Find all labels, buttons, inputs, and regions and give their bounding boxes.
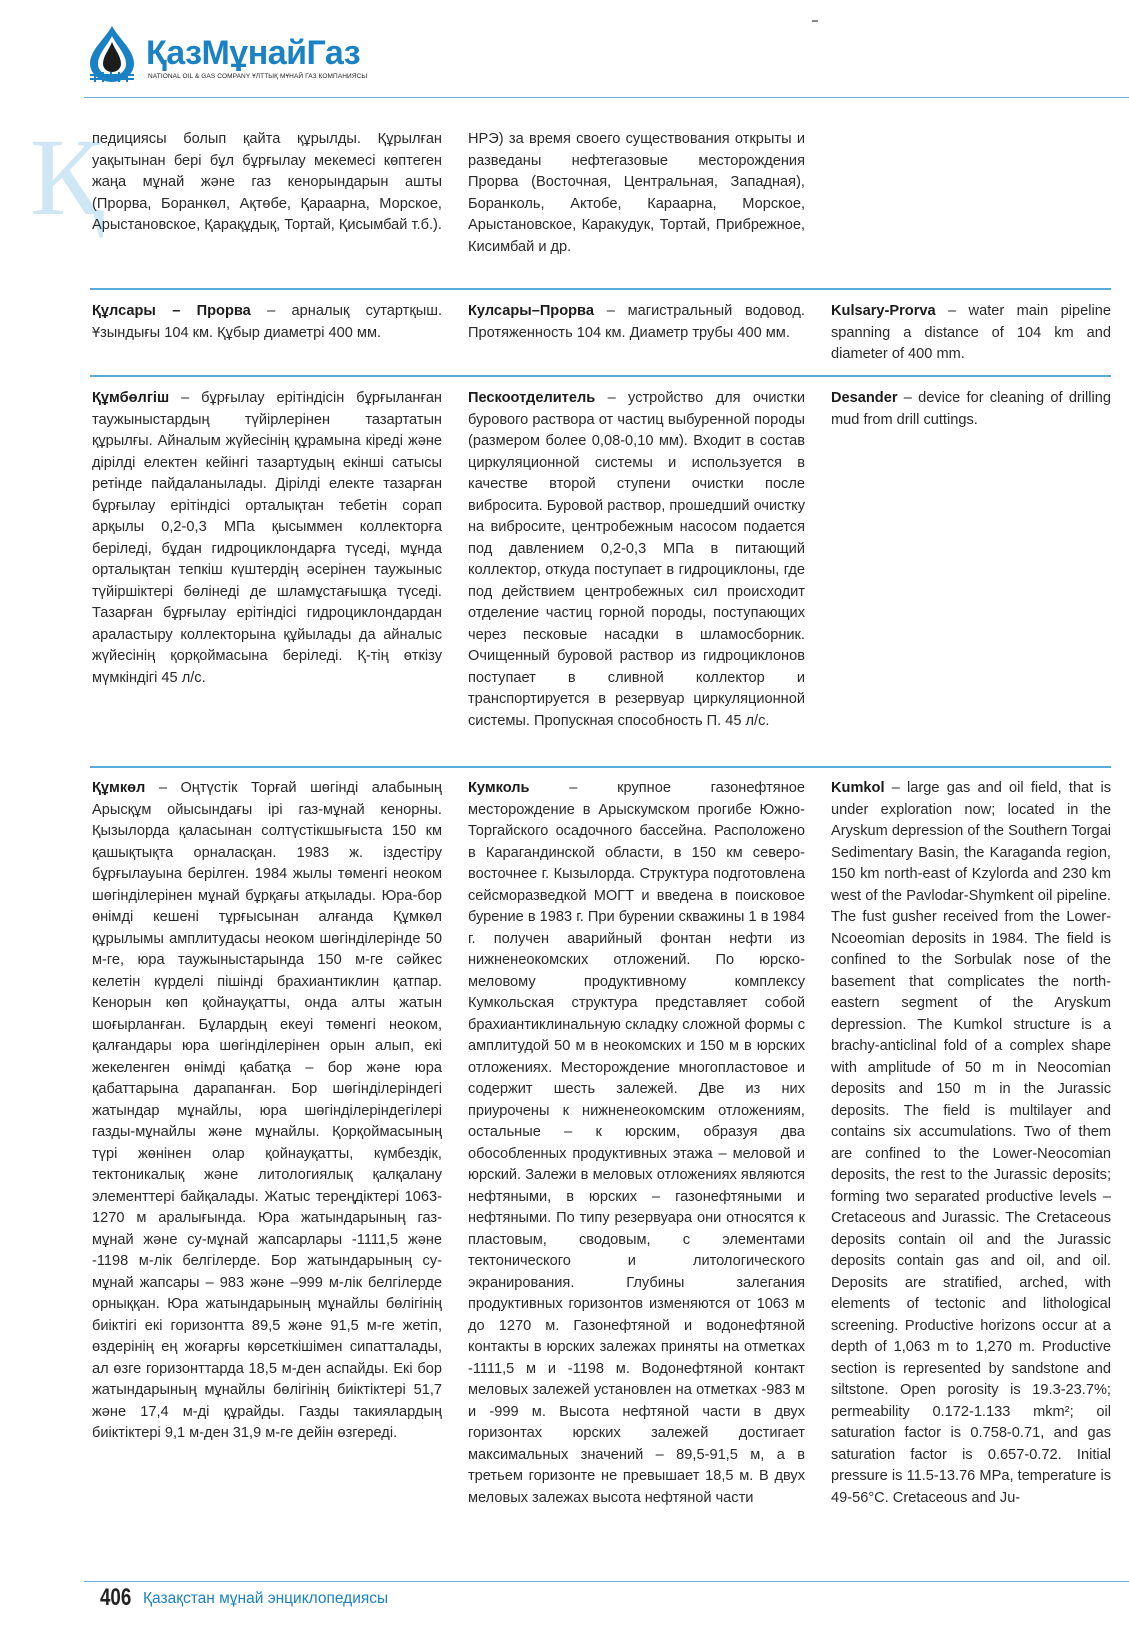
- section-2-kazakh: [92, 301, 442, 344]
- definition-ru: – устройство для очистки бурового раствора от частиц выбуренной породы (размером более 0,08-0,10 мм). Входит в состав циркуляционной системы и используется в качестве второй ступени очистки после вибросита. Буровой раствор, прошедший очистку на вибросите, центробежным насосом подается под давлением 0,2-0,3 МПа в питающий коллектор, откуда поступает в гидроциклоны, где под действием центробежных сил происходит отделение частиц горной породы, поступающих через песковые насадки в шламосборник. Очищенный буровой раствор из гидроциклонов поступает в сливной коллектор и транспортируется в резервуар циркуляционной системы. Пропускная способность П. 45 л/с.: [468, 390, 805, 729]
- section-4-english: [831, 778, 1111, 1509]
- footer-rule: [84, 1581, 1129, 1582]
- term-en: Kumkol: [831, 780, 885, 796]
- section-divider: [90, 375, 1111, 377]
- definition-kk: – Оңтүстік Торғай шөгінді алабының Арысқұм ойысындағы ірі газ-мұнай кенорны. Қызылорда қаласынан солтүстікшығыста 150 км қашықтықта орналасқан. 1983 ж. іздестіру бұрғылауына берілген. 1984 жылы төменгі неоком шөгінділерінен мұнай бұрқағы атқылады. Юра-бор өнімді кешені тұрғысынан алғанда Құмкөл құрылымы амплитудасы неоком шөгінділерінде 50 м-ге, юра таужыныстарында 150 м-ге сәйкес келетін күрделі пішінді брахиантиклин қатпар. Кенорын көп қойнауқатты, онда алты жатын шоғырланған. Бұлардың екеуі төменгі неоком, қалғандары юра шөгінділерінен орын алып, екі жекеленген өнімді қабатқа – бор және юра қабаттарына дарапанған. Бор шөгінділеріндегі жатындар мұнайлы, юра шөгінділеріндегілері газды-мұнайлы және мұнайлы. Қорқоймасының түрі жөнінен олар қойнауқатты, күмбездік, тектоникалық және литологиялық қалқалану элементтері байқалады. Жатыс тереңдіктері 1063-1270 м аралығында. Юра жатындарының газ-мұнай және су-мұнай жапсарлары -1111,5 және -1198 м-лік белгілерде. Бор жатындарының су-мұнай жапсары – 983 және –999 м-лік белгілерде орныққан. Юра жатындарының мұнайлы бөлігінің биіктігі екі горизонтта 89,5 және 91,5 м-ге жетіп, өздерінің ең жоғарғы көрсеткішімен сипатталады, ал өзге горизонттарда 18,5 м-ден аспайды. Екі бор жатындарының мұнайлы бөлігінің биіктіктері 51,7 және 17,4 м-ді құрайды. Газды такиялардың биіктіктері 9,1 м-ден 31,9 м-ге дейін өзгереді.: [92, 780, 442, 1441]
- term-ru: Пескоотделитель: [468, 390, 596, 406]
- term-kk: Құлсары – Прорва: [92, 303, 251, 319]
- logo-subtitle: NATIONAL OIL & GAS COMPANY ҰЛТТЫҚ МҰНАЙ ГАЗ КОМПАНИЯСЫ: [148, 73, 368, 80]
- section-4-russian: [468, 778, 805, 1509]
- section-2-english: [831, 301, 1111, 366]
- footer-title: Қазақстан мұнай энциклопедиясы: [143, 1590, 389, 1607]
- term-en: Desander: [831, 390, 898, 406]
- definition-ru: НРЭ) за время своего существования открыты и разведаны нефтегазовые месторождения Прорва (Восточная, Центральная, Западная), Боранколь, Актобе, Караарна, Морское, Арыстановское, Каракудук, Тортай, Прибрежное, Кисимбай и др.: [468, 131, 805, 255]
- definition-ru: – крупное газонефтяное месторождение в Арыскумском прогибе Южно-Торгайского осадочного бассейна. Расположено в Карагандинской области, в 150 км северо-восточнее г. Кызылорда. Структура подготовлена сейсморазведкой МОГТ и введена в поисковое бурение в 1983 г. При бурении скважины 1 в 1984 г. получен аварийный фонтан нефти из нижненеокомских отложений. По юрско-меловому продуктивному комплексу Кумкольская структура представляет собой брахиантиклинальную складку сложной формы с амплитудой 50 м в неокомских и 150 м в юрских отложениях. Месторождение многопластовое и содержит шесть залежей. Две из них приурочены к нижненеокомским отложениям, остальные – к юрским, образуя два обособленных продуктивных этажа – меловой и юрский. Залежи в меловых отложениях являются нефтяными, в юрских – газонефтяными и нефтяными. По типу резервуара они относятся к пластовым, сводовым, с элементами тектонического и литологического экранирования. Глубины залегания продуктивных горизонтов изменяются от 1063 м до 1270 м. Газонефтяной и водонефтяной контакты в юрских залежах приняты на отметках -1111,5 м и -1198 м. Водонефтяной контакт меловых залежей установлен на отметках -983 м и -999 м. Высота нефтяной части в двух горизонтах юрских залежей достигает максимальных значений – 89,5-91,5 м, а в третьем горизонте не превышает 18,5 м. В двух меловых залежах высота нефтяной части: [468, 780, 805, 1506]
- scan-mark: [812, 20, 818, 22]
- definition-en: – device for cleaning of drilling mud from drill cuttings.: [831, 390, 1111, 428]
- section-3-russian: [468, 388, 805, 732]
- term-ru: Кумколь: [468, 780, 530, 796]
- oil-drop-logo-icon: [84, 24, 140, 84]
- definition-en: – water main pipeline spanning a distance of 104 km and diameter of 400 mm.: [831, 303, 1111, 362]
- section-4-kazakh: [92, 778, 442, 1445]
- definition-ru: – магистральный водовод. Протяженность 104 км. Диаметр трубы 400 мм.: [468, 303, 805, 341]
- logo-wordmark: ҚазМұнайГаз: [146, 34, 361, 72]
- section-2-russian: [468, 301, 805, 344]
- header-rule: [84, 97, 1129, 98]
- term-kk: Құмкөл: [92, 780, 146, 796]
- definition-kk: педициясы болып қайта құрылды. Құрылған уақытынан бері бұл бұрғылау мекемесі көптеген жаңа мұнай және газ кенорындарын ашты (Прорва, Боранкөл, Ақтөбе, Қараарна, Морское, Арыстановское, Қарақұдық, Тортай, Қисымбай т.б.).: [92, 131, 442, 233]
- term-kk: Құмбөлгіш: [92, 390, 170, 406]
- section-1-russian: [468, 129, 805, 258]
- section-divider: [90, 766, 1111, 768]
- watermark-letter: Қ: [30, 116, 104, 238]
- section-3-english: [831, 388, 1111, 431]
- term-ru: Кулсары–Прорва: [468, 303, 594, 319]
- definition-en: – large gas and oil field, that is under exploration now; located in the Aryskum depression of the Southern Torgai Sedimentary Basin, the Karaganda region, 150 km north-east of Kzylorda and 230 km west of the Pavlodar-Shymkent oil pipeline. The fust gusher received from the Lower-Ncoeomian deposits in 1984. The field is confined to the Sorbulak nose of the basement that complicates the north-eastern segment of the Aryskum depression. The Kumkol structure is a brachy-anticlinal fold of a complex shape with amplitude of 50 m in Neocomian deposits and 150 m in the Jurassic deposits. The field is multilayer and contains six accumulations. Two of them are confined to the Lower-Neocomian deposits, the rest to the Jurassic deposits; forming two separated productive levels – Cretaceous and Jurassic. The Cretaceous deposits contain oil and the Jurassic deposits contain gas and oil, and oil. Deposits are stratified, arched, with elements of tectonic and lithological screening. Productive horizons occur at a depth of 1,063 m to 1,270 m. Productive section is represented by sandstone and siltstone. Open porosity is 19.3-23.7%; permeability 0.172-1.133 mkm²; oil saturation factor is 0.758-0.71, and gas saturation factor is 0.657-0.72. Initial pressure is 11.5-13.76 MPa, temperature is 49-56°C. Cretaceous and Ju-: [831, 780, 1111, 1506]
- section-1-kazakh: [92, 129, 442, 237]
- page-number: 406: [100, 1584, 132, 1611]
- definition-kk: – арналық сутартқыш. Ұзындығы 104 км. Құбыр диаметрі 400 мм.: [92, 303, 442, 341]
- section-3-kazakh: [92, 388, 442, 689]
- company-logo: [84, 24, 424, 94]
- definition-kk: – бұрғылау ерітіндісін бұрғыланған таужыныстардың түйірлерінен тазартатын құрылғы. Айналым жүйесінің құрамына кіреді және дірілді електен кейінгі тазартудың екінші сатысы ретінде пайдаланылады. Дірілді електе тазарған бұрғылау ерітіндісі орталықтан тебетін сорап арқылы 0,2-0,3 МПа қысыммен коллекторға беріледі, бұдан гидроциклондарға түседі, мұнда орталықтан тепкіш күштердің әсерінен таужыныс түйіршіктері бөлінеді де шламұстағышқа түседі. Тазарған бұрғылау ерітіндісі гидроциклондардан араластыру коллекторына құйылады да айналыс жүйесінің қорқоймасына беріледі. Қ-тің өткізу мүмкіндігі 45 л/с.: [92, 390, 442, 686]
- term-en: Kulsary-Prorva: [831, 303, 936, 319]
- section-divider: [90, 288, 1111, 290]
